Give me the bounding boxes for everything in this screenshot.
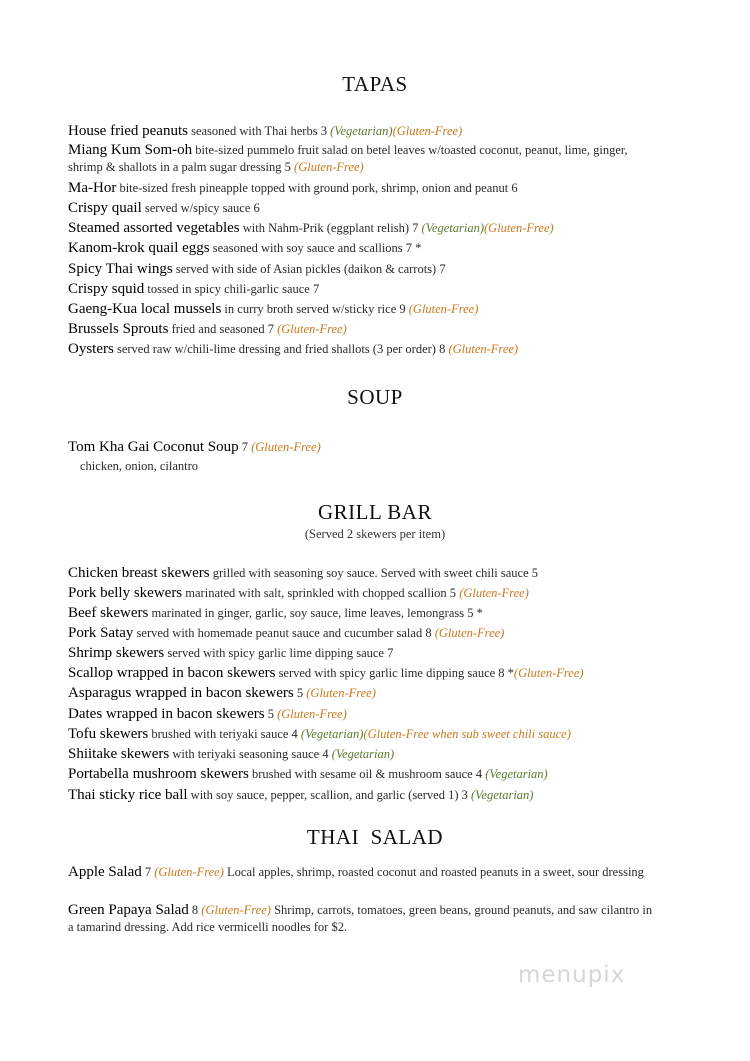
menu-item [68, 583, 668, 603]
item-name: Shrimp skewers [68, 645, 165, 661]
item-desc: 7 [141, 865, 155, 879]
item-subtext: chicken, onion, cilantro [80, 459, 199, 473]
gluten-free-tag: (Gluten-Free when sub sweet chili sauce) [363, 727, 571, 741]
menu-item [68, 724, 668, 744]
menu-item [68, 785, 668, 805]
section-title-grill-bar: GRILL BAR [318, 500, 432, 524]
gluten-free-tag: (Gluten-Free) [484, 221, 554, 235]
item-name: Pork belly skewers [68, 585, 183, 601]
item-name: Portabella mushroom skewers [68, 766, 249, 782]
item-name: Tofu skewers [68, 726, 149, 742]
item-name: Shiitake skewers [68, 746, 170, 762]
item-desc: served with spicy garlic lime dipping sauce 8 * [275, 666, 514, 680]
item-name: Asparagus wrapped in bacon skewers [68, 685, 294, 701]
section-title-thai-salad: THAI SALAD [306, 825, 444, 849]
gluten-free-tag: (Gluten-Free) [408, 302, 479, 316]
item-desc: served with homemade peanut sauce and cucumber salad 8 [133, 626, 435, 640]
item-name: Ma-Hor [68, 180, 117, 196]
item-desc: served with spicy garlic lime dipping sauce 7 [164, 646, 394, 660]
item-desc: with Nahm-Prik (eggplant relish) 7 [239, 221, 422, 235]
item-desc: in curry broth served w/sticky rice 9 [221, 302, 409, 316]
gluten-free-tag: (Gluten-Free) [251, 440, 321, 454]
menu-item [68, 218, 668, 238]
gluten-free-tag: (Gluten-Free) [392, 124, 463, 138]
vegetarian-tag: (Vegetarian) [330, 124, 393, 138]
menu-item [68, 198, 668, 218]
item-description: Shrimp, carrots, tomatoes, green beans, ground peanuts, and saw cilantro in a tamarind dressing. Add rice vermicelli noodles for $2. [68, 903, 653, 934]
menu-item [68, 121, 668, 141]
menu-item [68, 319, 668, 339]
gluten-free-tag: (Gluten-Free) [277, 707, 347, 721]
item-desc: brushed with sesame oil & mushroom sauce 4 [248, 767, 486, 781]
item-name: Apple Salad [68, 864, 142, 880]
item-name: Tom Kha Gai Coconut Soup [68, 439, 239, 455]
item-desc: grilled with seasoning soy sauce. Served with sweet chili sauce 5 [209, 566, 539, 580]
item-desc: served raw w/chili-lime dressing and fried shallots (3 per order) 8 [113, 342, 449, 356]
item-name: Green Papaya Salad [68, 902, 189, 918]
menu-item [68, 142, 658, 176]
item-desc: seasoned with soy sauce and scallions 7 * [209, 241, 422, 255]
section-title-tapas: TAPAS [342, 72, 408, 96]
item-desc: with teriyaki seasoning sauce 4 [169, 747, 332, 761]
vegetarian-tag: (Vegetarian) [300, 727, 364, 741]
menu-item [68, 437, 668, 457]
item-name: Dates wrapped in bacon skewers [68, 706, 265, 722]
item-name: Oysters [68, 341, 114, 357]
item-name: Thai sticky rice ball [68, 787, 188, 803]
gluten-free-tag: (Gluten-Free) [294, 160, 364, 174]
item-name: Miang Kum Som-oh [68, 142, 193, 158]
item-desc: tossed in spicy chili-garlic sauce 7 [144, 282, 320, 296]
item-name: Chicken breast skewers [68, 565, 210, 581]
gluten-free-tag: (Gluten-Free) [277, 322, 347, 336]
item-name: Scallop wrapped in bacon skewers [68, 665, 276, 681]
menu-item [68, 279, 668, 299]
gluten-free-tag: (Gluten-Free) [459, 586, 529, 600]
vegetarian-tag: (Vegetarian) [421, 221, 485, 235]
item-name: Crispy squid [68, 281, 145, 297]
menu-item [68, 683, 668, 703]
gluten-free-tag: (Gluten-Free) [434, 626, 505, 640]
item-name: Pork Satay [68, 625, 134, 641]
vegetarian-tag: (Vegetarian) [485, 767, 548, 781]
item-desc: served with side of Asian pickles (daikon & carrots) 7 [172, 262, 446, 276]
item-desc: bite-sized pummelo fruit salad on betel leaves w/toasted coconut, peanut, lime, ginger, shrimp & shallots in a palm sugar dressing 5 [68, 143, 628, 174]
gluten-free-tag: (Gluten-Free) [513, 666, 584, 680]
item-desc: with soy sauce, pepper, scallion, and garlic (served 1) 3 [187, 788, 471, 802]
item-desc: fried and seasoned 7 [168, 322, 278, 336]
item-desc: 5 [264, 707, 278, 721]
menu-item [68, 603, 668, 623]
item-name: Brussels Sprouts [68, 321, 169, 337]
item-desc: brushed with teriyaki sauce 4 [148, 727, 301, 741]
menu-item [68, 704, 668, 724]
item-name: Kanom-krok quail eggs [68, 240, 210, 256]
gluten-free-tag: (Gluten-Free) [154, 865, 224, 879]
item-name: Gaeng-Kua local mussels [68, 301, 222, 317]
menu-item [68, 178, 668, 198]
item-name: Crispy quail [68, 200, 142, 216]
section-note: (Served 2 skewers per item) [304, 527, 446, 541]
gluten-free-tag: (Gluten-Free) [448, 342, 519, 356]
item-name: House fried peanuts [68, 123, 188, 139]
menu-item [68, 563, 668, 583]
item-desc: marinated with salt, sprinkled with chopped scallion 5 [182, 586, 460, 600]
item-description: Local apples, shrimp, roasted coconut and roasted peanuts in a sweet, sour dressing [223, 865, 644, 879]
vegetarian-tag: (Vegetarian) [470, 788, 534, 802]
item-desc: 8 [188, 903, 202, 917]
item-desc: seasoned with Thai herbs 3 [187, 124, 331, 138]
item-desc: marinated in ginger, garlic, soy sauce, lime leaves, lemongrass 5 * [148, 606, 483, 620]
menu-item [68, 864, 658, 881]
item-desc: bite-sized fresh pineapple topped with ground pork, shrimp, onion and peanut 6 [116, 181, 518, 195]
item-name: Spicy Thai wings [68, 261, 173, 277]
gluten-free-tag: (Gluten-Free) [201, 903, 271, 917]
item-desc: 7 [238, 440, 252, 454]
watermark-logo: menupix [518, 962, 626, 988]
menu-item [68, 744, 668, 764]
vegetarian-tag: (Vegetarian) [331, 747, 395, 761]
item-name: Steamed assorted vegetables [68, 220, 240, 236]
section-title-soup: SOUP [347, 385, 403, 409]
menu-item [68, 663, 668, 683]
menu-item [68, 764, 668, 784]
menu-item [68, 259, 668, 279]
menu-item [68, 623, 668, 643]
menu-item [68, 339, 668, 359]
menu-item [68, 238, 668, 258]
menu-item [68, 902, 658, 936]
item-desc: 5 [293, 686, 307, 700]
item-name: Beef skewers [68, 605, 149, 621]
menu-item [68, 299, 668, 319]
gluten-free-tag: (Gluten-Free) [306, 686, 376, 700]
item-desc: served w/spicy sauce 6 [141, 201, 260, 215]
menu-item [68, 643, 668, 663]
